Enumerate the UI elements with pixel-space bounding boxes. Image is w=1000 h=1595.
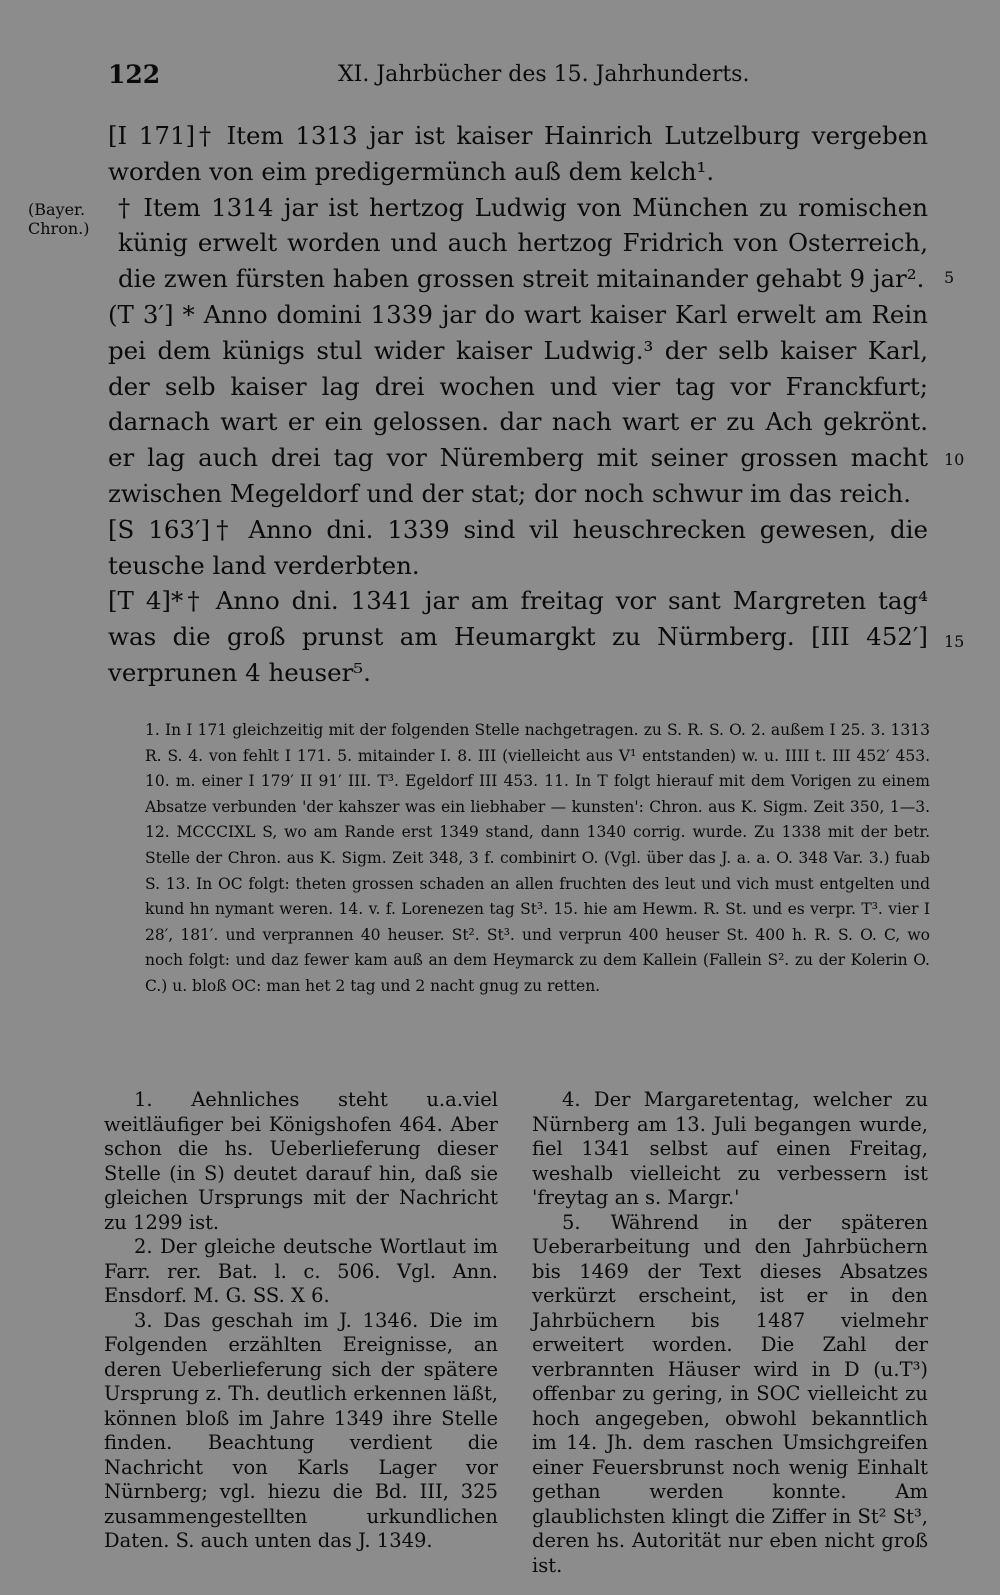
line-number: 15: [944, 632, 965, 651]
margin-note-line: Chron.): [28, 219, 90, 238]
footnote: 4. Der Margaretentag, welcher zu Nürnberg am 13. Juli begangen wurde, fiel 1341 selbst auf einen Freitag, weshalb vielleicht zu verbessern ist 'freytag an s. Margr.': [532, 1088, 928, 1209]
footnote: 3. Das geschah im J. 1346. Die im Folgenden erzählten Ereignisse, an deren Ueberlieferung sich der spätere Ursprung z. Th. deutlich erkennen läßt, können bloß im Jahre 1349 ihre Stelle finden. Beachtung verdient die Nachricht von Karls Lager vor Nürnberg; vgl. hiezu die Bd. III, 325 zusammengestellten urkundlichen Daten. S. auch unten das J. 1349.: [104, 1308, 498, 1552]
footnotes-left-column: [104, 1088, 498, 1554]
line-number: 5: [944, 268, 955, 287]
footnotes-right-column: [532, 1088, 928, 1578]
footnote: 2. Der gleiche deutsche Wortlaut im Farr. rer. Bat. l. c. 506. Vgl. Ann. Ensdorf. M. G. SS. X 6.: [104, 1235, 498, 1307]
main-paragraph: [S 163′]† Anno dni. 1339 sind vil heuschrecken gewesen, die teusche land verderbten.: [108, 514, 928, 580]
page-header: [108, 60, 908, 90]
footnote: 5. Während in der späteren Ueberarbeitung und den Jahrbüchern bis 1469 der Text dieses Absatzes verkürzt erscheint, ist er in den Jahrbüchern bis 1487 vielmehr erweitert worden. Die Zahl der verbrannten Häuser wird in D (u.T³) offenbar zu gering, in SOC vielleicht zu hoch angegeben, obwohl bekanntlich im 14. Jh. dem raschen Umsichgreifen einer Feuersbrunst noch wenig Einhalt gethan werden konnte. Am glaublichsten klingt die Ziffer in St² St³, deren hs. Autorität nur eben nicht groß ist.: [532, 1210, 928, 1577]
page-number: 122: [108, 60, 161, 89]
line-number: 10: [944, 450, 965, 469]
margin-source-note: [28, 200, 89, 238]
main-text: [108, 118, 928, 691]
main-paragraph: (T 3′] * Anno domini 1339 jar do wart kaiser Karl erwelt am Rein pei dem künigs stul wider kaiser Ludwig.³ der selb kaiser Karl, der selb kaiser lag drei wochen und vier tag vor Franckfurt; darnach wart er ein gelossen. dar nach wart er zu Ach gekrönt. er lag auch drei tag vor Nüremberg mit seiner grossen macht zwischen Megeldorf und der stat; dor noch schwur im das reich.: [108, 299, 928, 508]
running-title: XI. Jahrbücher des 15. Jahrhunderts.: [338, 62, 750, 87]
main-paragraph: † Item 1314 jar ist hertzog Ludwig von München zu romischen künig erwelt worden und auch hertzog Fridrich von Osterreich, die zwen fürsten haben grossen streit mitainander gehabt 9 jar².: [118, 192, 928, 294]
main-paragraph: [I 171]† Item 1313 jar ist kaiser Hainrich Lutzelburg vergeben worden von eim predigermünch auß dem kelch¹.: [108, 121, 928, 186]
margin-note-line: (Bayer.: [28, 200, 86, 219]
footnote: 1. Aehnliches steht u.a.viel weitläufiger bei Königshofen 464. Aber schon die hs. Ueberlieferung dieser Stelle (in S) deutet darauf hin, daß sie gleichen Ursprungs mit der Nachricht zu 1299 ist.: [104, 1088, 498, 1234]
variant-readings: 1. In I 171 gleichzeitig mit der folgenden Stelle nachgetragen. zu S. R. S. O. 2. außem I 25. 3. 1313 R. S. 4. von fehlt I 171. 5. mitainder I. 8. III (vielleicht aus V¹ entstanden) w. u. IIII t. III 452′ 453. 10. m. einer I 179′ II 91′ III. T³. Egeldorf III 453. 11. In T folgt hierauf mit dem Vorigen zu einem Absatze verbunden 'der kahszer was ein liebhaber — kunsten': Chron. aus K. Sigm. Zeit 350, 1—3. 12. MCCCIXL S, wo am Rande erst 1349 stand, dann 1340 corrig. wurde. Zu 1338 mit der betr. Stelle der Chron. aus K. Sigm. Zeit 348, 3 f. combinirt O. (Vgl. über das J. a. a. O. 348 Var. 3.) fuab S. 13. In OC folgt: theten grossen schaden an allen fruchten des leut und vich must entgelten und kund hn nymant weren. 14. v. f. Lorenezen tag St³. 15. hie am Hewm. R. St. und es verpr. T³. vier I 28′, 181′. und verprannen 40 heuser. St². St³. und verprun 400 heuser St. 400 h. R. S. O. C, wo noch folgt: und daz fewer kam auß an dem Heymarck zu dem Kallein (Fallein S². zu der Kolerin O. C.) u. bloß OC: man het 2 tag und 2 nacht gnug zu retten.: [145, 721, 930, 995]
main-paragraph: [T 4]*† Anno dni. 1341 jar am freitag vor sant Margreten tag⁴ was die groß prunst am Heumargkt zu Nürmberg. [III 452′] verprunen 4 heuser⁵.: [108, 586, 928, 687]
